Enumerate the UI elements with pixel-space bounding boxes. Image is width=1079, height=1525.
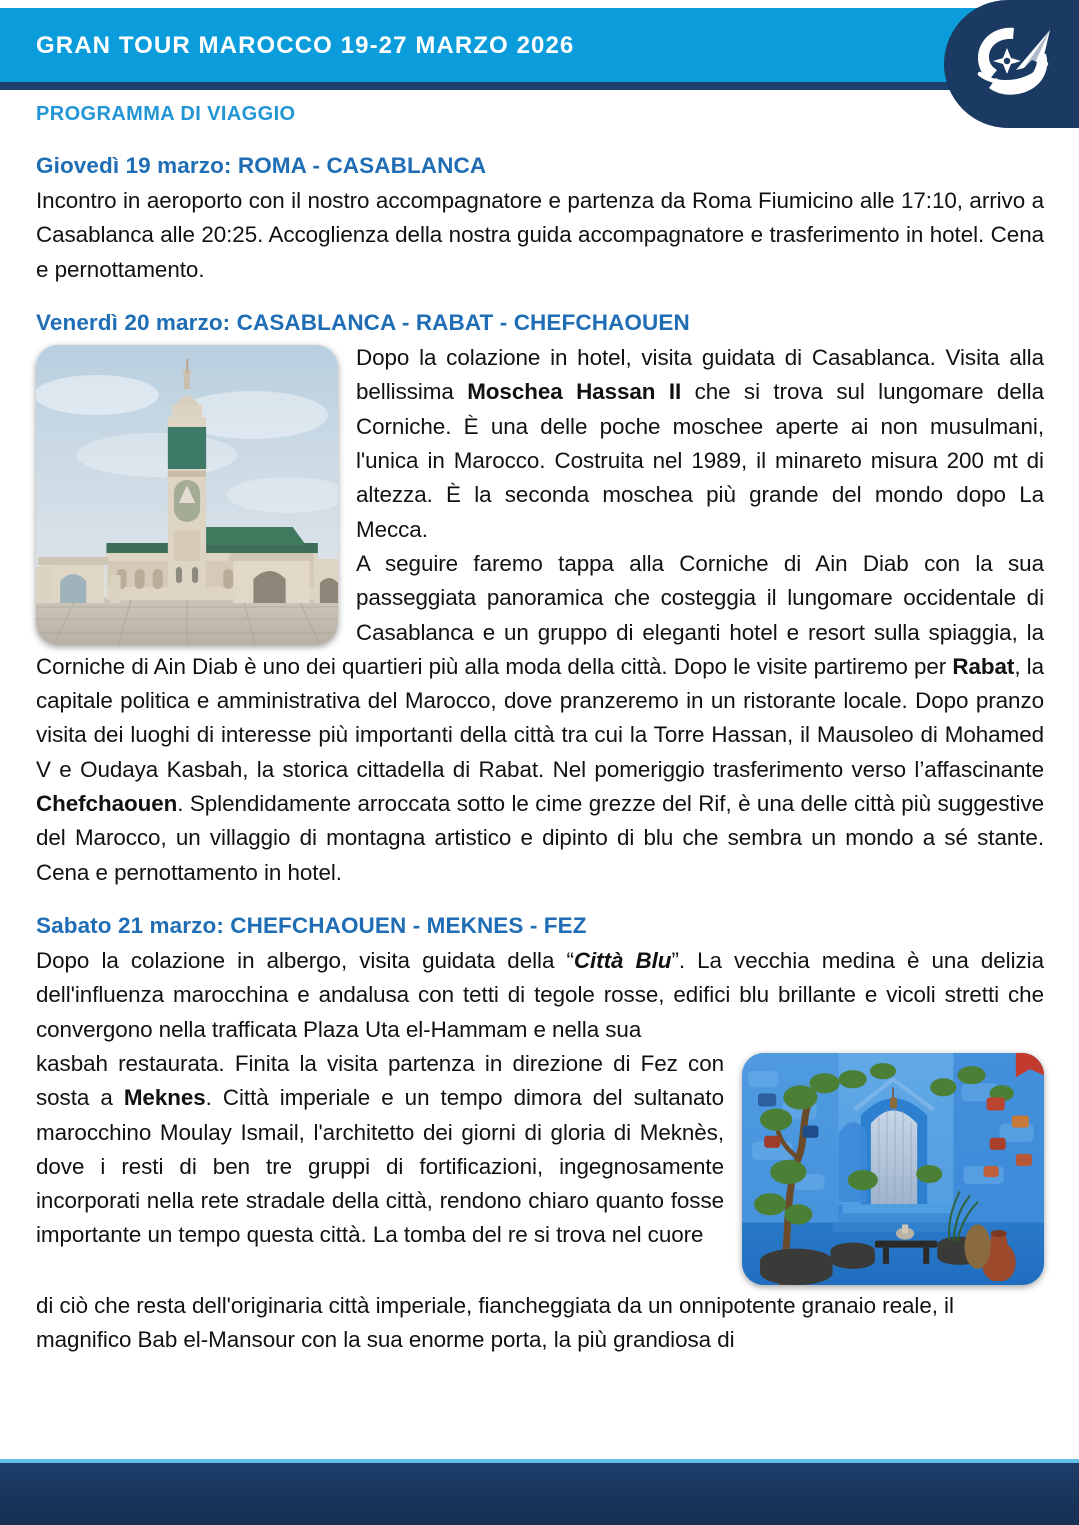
photo-moschea-hassan-ii [36, 345, 338, 645]
photo-chefchaouen-vicolo-blu [742, 1053, 1044, 1285]
section-spacer [36, 890, 1044, 912]
text-run: , la capitale politica e amministrativa del Marocco, dove pranzeremo in un ristorante locale. Dopo pranzo visita dei luoghi di interesse più importanti della città tra cui la Torre Hassan, il Mausoleo di Mohamed V e Oudaya Kasbah, la storica cittadella di Rabat. Nel pomeriggio trasferimento verso l’affascinante [36, 653, 1045, 782]
text-run: Dopo la colazione in hotel, visita guidata di Casablanca. Visita alla bellissima [356, 345, 1044, 405]
highlight-citta-blu: Città Blu [573, 948, 672, 974]
day-heading-1: Giovedì 19 marzo: ROMA - CASABLANCA [36, 153, 487, 178]
day-paragraph-3a [36, 944, 1044, 1047]
day-heading-3: Sabato 21 marzo: CHEFCHAOUEN - MEKNES - FEZ [36, 912, 587, 938]
text-run: . Splendidamente arroccata sotto le cime grezze del Rif, è una delle città più suggestive del Marocco, un villaggio di montagna artistico e dipinto di blu che sembra un mondo a sé stante. Cena e pernottamento in hotel. [36, 791, 1044, 885]
day-heading-2: Venerdì 20 marzo: CASABLANCA - RABAT - CHEFCHAOUEN [36, 310, 690, 336]
highlight-rabat: Rabat [952, 653, 1015, 679]
page-title: GRAN TOUR MAROCCO 19-27 MARZO 2026 [36, 32, 575, 59]
text-run: che si trova sul lungomare della Corniche. È una delle poche moschee aperte ai non musulmani, l'unica in Marocco. Costruita nel 1989, il minareto misura 200 mt di altezza. È la seconda moschea più grande del mondo dopo La Mecca. [356, 379, 1044, 542]
page-footer [0, 1463, 1079, 1525]
highlight-meknes: Meknes [123, 1085, 206, 1111]
highlight-moschea-hassan-ii: Moschea Hassan II [467, 379, 682, 405]
travel-plane-swoosh-logo-icon [944, 0, 1079, 128]
text-run: ”. La vecchia medina è una delizia dell'influenza marocchina e andalusa con tetti di tegole rosse, edifici blu brillante e vicoli stretti che convergono nella trafficata Plaza Uta el-Hammam e nella sua [36, 948, 1044, 1042]
programma-di-viaggio-subtitle: PROGRAMMA DI VIAGGIO [36, 103, 296, 125]
page-header [0, 8, 1079, 90]
text-run: Dopo la colazione in albergo, visita guidata della “ [36, 948, 574, 974]
header-underline [0, 82, 1079, 90]
text-run: kasbah restaurata. Finita la visita partenza in direzione di Fez con sosta a [36, 1050, 724, 1111]
day-section-2 [36, 309, 1044, 890]
section-spacer [36, 287, 1044, 309]
itinerary-content [36, 152, 1044, 1358]
day-paragraph-3c: di ciò che resta dell'originaria città imperiale, fiancheggiata da un onnipotente granaio reale, il magnifico Bab el-Mansour con la sua enorme porta, la più grandiosa di [36, 1292, 954, 1353]
day-section-3 [36, 912, 1044, 1358]
day-paragraph-1: Incontro in aeroporto con il nostro accompagnatore e partenza da Roma Fiumicino alle 17:10, arrivo a Casablanca alle 20:25. Accoglienza della nostra guida accompagnatore e trasferimento in hotel. Cena e pernottamento. [36, 188, 1044, 282]
day-section-1 [36, 152, 1044, 287]
highlight-chefchaouen: Chefchaouen [36, 791, 178, 816]
text-run: . Città imperiale e un tempo dimora del sultanato marocchino Moulay Ismail, l'architetto dei giorni di gloria di Meknès, dove i resti di ben tre gruppi di fortificazioni, ingegnosamente incorporati nella rete stradale della città, rendono chiaro quanto fosse importante un tempo questa città. La tomba del re si trova nel cuore [36, 1085, 725, 1248]
text-run: A seguire faremo tappa alla Corniche di Ain Diab con la sua passeggiata panoramica che costeggia il lungomare occidentale di Casablanca e un gruppo di eleganti hotel e resort sulla spiaggia, la Corniche di Ain Diab è uno dei quartieri più alla moda della città. Dopo le visite partiremo per [36, 550, 1044, 679]
